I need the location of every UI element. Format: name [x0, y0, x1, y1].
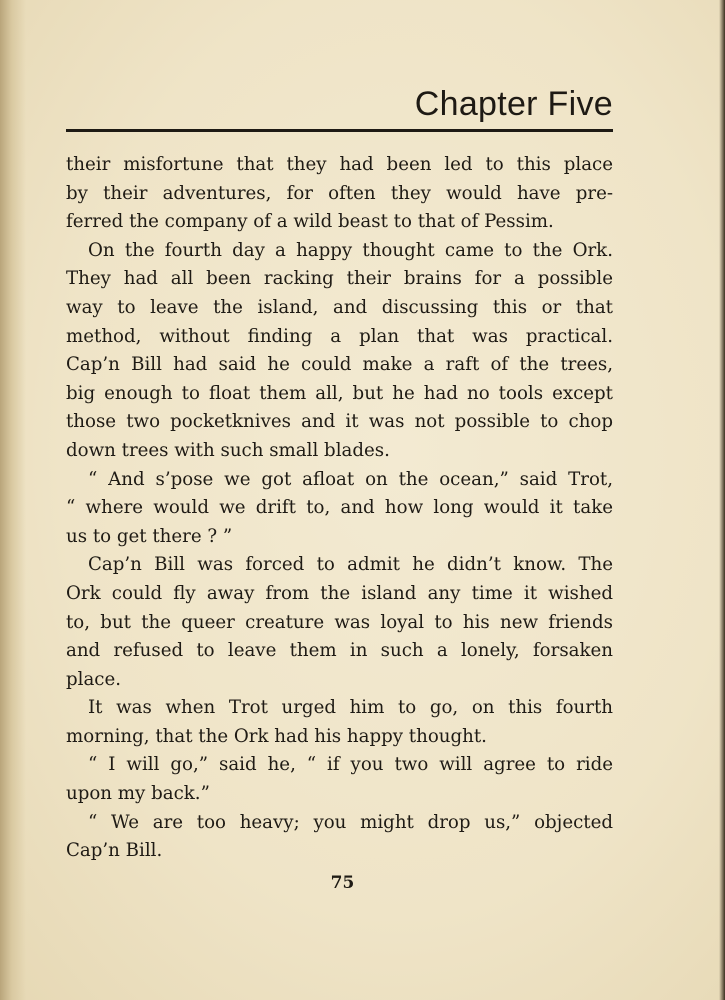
text-line: “ We are too heavy; you might drop us,” objected: [88, 811, 613, 833]
text-line: “ I will go,” said he, “ if you two will agree to ride: [88, 754, 613, 776]
text-line: down trees with such small blades.: [66, 439, 390, 461]
text-line: It was when Trot urged him to go, on this fourth: [88, 697, 613, 719]
text-line: by their adventures, for often they would have pre-: [66, 182, 613, 204]
text-line: way to leave the island, and discussing this or that: [66, 296, 613, 318]
text-line: “ where would we drift to, and how long would it take: [66, 497, 613, 519]
page-edge: [719, 0, 725, 1000]
text-line: On the fourth day a happy thought came to the Ork.: [88, 239, 613, 261]
text-line: those two pocketknives and it was not possible to chop: [66, 411, 613, 433]
text-line: Cap’n Bill was forced to admit he didn’t know. The: [88, 554, 613, 576]
text-line: Ork could fly away from the island any time it wished: [66, 582, 613, 604]
text-line: ferred the company of a wild beast to that of Pessim.: [66, 211, 554, 233]
text-line: They had all been racking their brains for a possible: [66, 268, 613, 290]
text-line: “ And s’pose we got afloat on the ocean,” said Trot,: [88, 468, 613, 490]
text-line: Cap’n Bill had said he could make a raft of the trees,: [66, 354, 613, 376]
text-line: upon my back.”: [66, 783, 210, 805]
page-gutter-shadow: [0, 0, 26, 1000]
text-line: big enough to float them all, but he had no tools except: [66, 382, 613, 404]
text-line: to, but the queer creature was loyal to his new friends: [66, 611, 613, 633]
text-line: morning, that the Ork had his happy thought.: [66, 725, 487, 747]
text-line: place.: [66, 668, 122, 690]
page-number: 75: [330, 873, 355, 893]
text-line: us to get there ? ”: [66, 525, 233, 547]
text-line: method, without finding a plan that was practical.: [66, 325, 613, 347]
header-rule: [66, 129, 613, 132]
running-header: [66, 82, 613, 136]
text-line: their misfortune that they had been led to this place: [66, 154, 613, 175]
text-line: and refused to leave them in such a lonely, forsaken: [66, 640, 613, 662]
body-text: [66, 151, 613, 866]
chapter-title: Chapter Five: [414, 85, 613, 123]
text-line: Cap’n Bill.: [66, 840, 163, 862]
